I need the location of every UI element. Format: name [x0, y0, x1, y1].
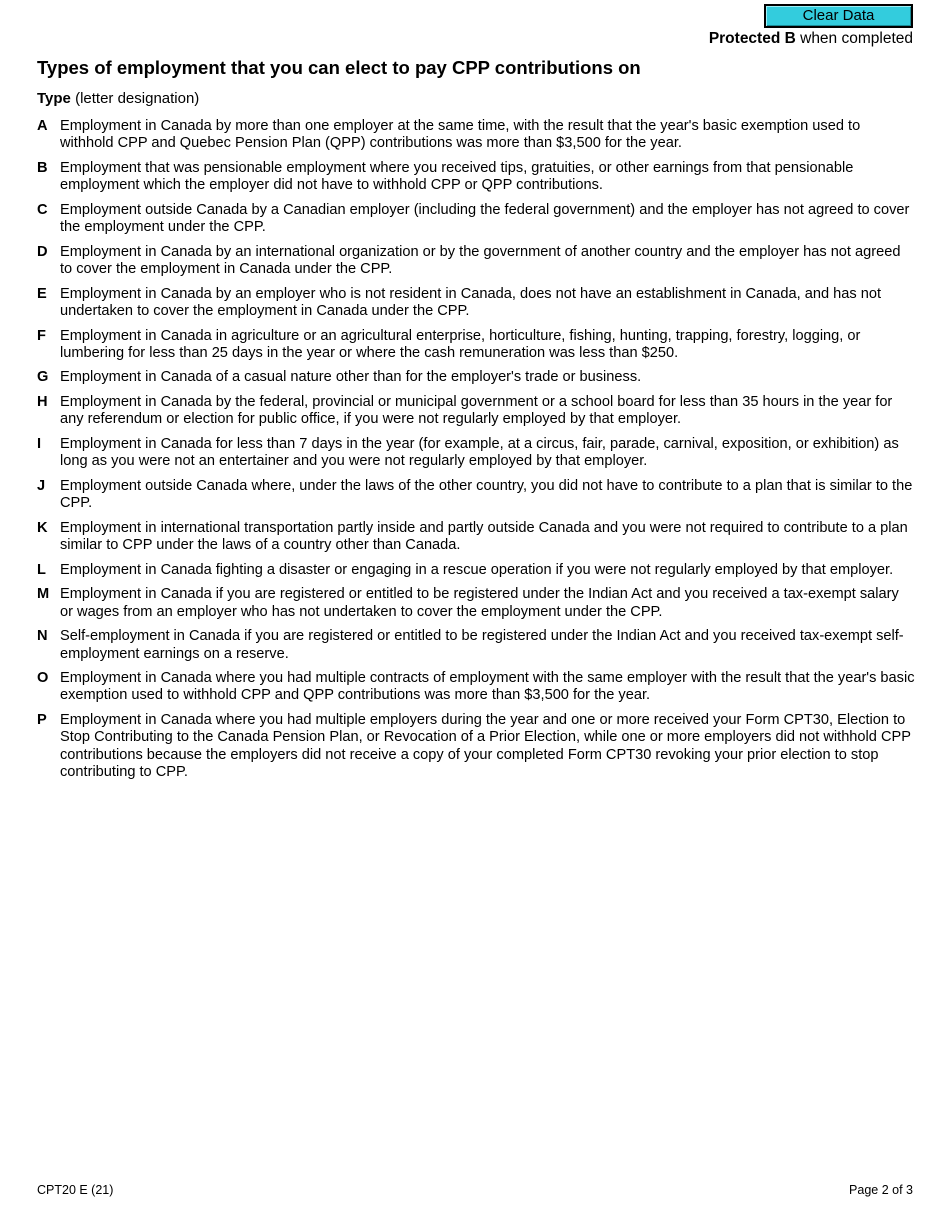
type-letter: D — [37, 243, 48, 260]
type-heading — [37, 90, 199, 108]
type-letter: L — [37, 561, 46, 578]
employment-type-f — [37, 328, 915, 362]
type-letter: P — [37, 712, 47, 729]
clear-data-button[interactable]: Clear Data — [764, 4, 913, 28]
employment-type-a — [37, 118, 915, 152]
type-description: Employment in Canada if you are registered or entitled to be registered under the Indian Act and you received a tax-exempt salary or wages from an employer who has not undertaken to cover the employment under the CPP. — [60, 586, 899, 620]
type-letter: A — [37, 118, 48, 134]
employment-type-d — [37, 244, 915, 278]
employment-type-n — [37, 628, 915, 662]
type-letter: G — [37, 369, 49, 386]
type-letter: H — [37, 394, 48, 411]
type-heading-bold: Type — [37, 90, 71, 107]
type-letter: E — [37, 285, 47, 302]
type-letter: M — [37, 586, 50, 603]
employment-type-h — [37, 394, 915, 428]
protected-b-label: Protected B — [708, 30, 796, 47]
page-number: Page 2 of 3 — [849, 1183, 913, 1197]
type-description: Employment in Canada of a casual nature other than for the employer's trade or business. — [60, 369, 642, 386]
employment-type-b — [37, 160, 915, 194]
employment-type-g — [37, 369, 915, 386]
type-description: Employment in Canada fighting a disaster or engaging in a rescue operation if you were not regularly employed by that employer. — [60, 561, 894, 578]
employment-type-l — [37, 562, 915, 579]
employment-type-list — [37, 118, 915, 789]
protected-b-suffix: when completed — [795, 30, 913, 47]
type-letter: J — [37, 477, 46, 494]
employment-type-j — [37, 478, 915, 512]
type-description: Employment that was pensionable employment where you received tips, gratuities, or other earnings from that pensionable employment which the employer did not have to withhold CPP or QPP contributions. — [60, 159, 854, 194]
form-code: CPT20 E (21) — [37, 1183, 114, 1197]
employment-type-c — [37, 202, 915, 236]
type-description: Employment outside Canada by a Canadian employer (including the federal government) and the employer has not agreed to cover the employment under the CPP. — [60, 201, 910, 236]
employment-type-m — [37, 586, 915, 620]
type-description: Employment in Canada where you had multiple employers during the year and one or more received your Form CPT30, Election to Stop Contributing to the Canada Pension Plan, or Revocation of a Prior Election, while one or more employers did not withhold CPP contributions because the employers did not receive a copy of your completed Form CPT30 revoking your prior election to stop contributing to CPP. — [60, 712, 911, 780]
type-letter: K — [37, 519, 48, 536]
employment-type-e — [37, 286, 915, 320]
type-description: Employment outside Canada where, under the laws of the other country, you did not have to contribute to a plan that is similar to the CPP. — [60, 477, 913, 512]
employment-type-i — [37, 436, 915, 470]
type-letter: N — [37, 628, 48, 645]
protected-b-notice — [709, 30, 913, 48]
type-letter: I — [37, 436, 42, 453]
type-letter: F — [37, 327, 46, 344]
type-heading-note: (letter designation) — [70, 90, 200, 107]
type-description: Employment in Canada for less than 7 days in the year (for example, at a circus, fair, parade, carnival, exposition, or exhibition) as long as you were not an entertainer and you were not regularly employed by that employer. — [60, 436, 899, 470]
type-description: Employment in Canada by an international organization or by the government of another country and the employer has not agreed to cover the employment in Canada under the CPP. — [60, 243, 901, 277]
type-description: Employment in Canada where you had multiple contracts of employment with the same employer with the result that the year's basic exemption used to withhold CPP and QPP contributions was more than $3,500 for the year. — [60, 670, 915, 704]
employment-type-p — [37, 712, 915, 781]
type-description: Employment in Canada by the federal, provincial or municipal government or a school board for less than 35 hours in the year for any referendum or election for public office, if you were not regularly employed by that employer. — [60, 394, 893, 428]
type-letter: C — [37, 201, 48, 218]
type-description: Self-employment in Canada if you are registered or entitled to be registered under the Indian Act and you received tax-exempt self-employment earnings on a reserve. — [60, 628, 904, 662]
type-letter: O — [37, 670, 49, 687]
type-description: Employment in Canada by an employer who is not resident in Canada, does not have an establishment in Canada, and has not undertaken to cover the employment in Canada under the CPP. — [60, 285, 882, 319]
page-title: Types of employment that you can elect to pay CPP contributions on — [37, 57, 641, 78]
type-letter: B — [37, 159, 48, 176]
type-description: Employment in international transportation partly inside and partly outside Canada and you were not required to contribute to a plan similar to CPP under the laws of a country other than Canada. — [60, 519, 908, 554]
type-description: Employment in Canada in agriculture or an agricultural enterprise, horticulture, fishing, hunting, trapping, forestry, logging, or lumbering for less than 25 days in the year or where the cash remuneration was less than $250. — [60, 327, 861, 361]
employment-type-k — [37, 520, 915, 554]
type-description: Employment in Canada by more than one employer at the same time, with the result that the year's basic exemption used to withhold CPP and Quebec Pension Plan (QPP) contributions was more than $3,500 for the year. — [60, 118, 861, 152]
employment-type-o — [37, 670, 915, 704]
